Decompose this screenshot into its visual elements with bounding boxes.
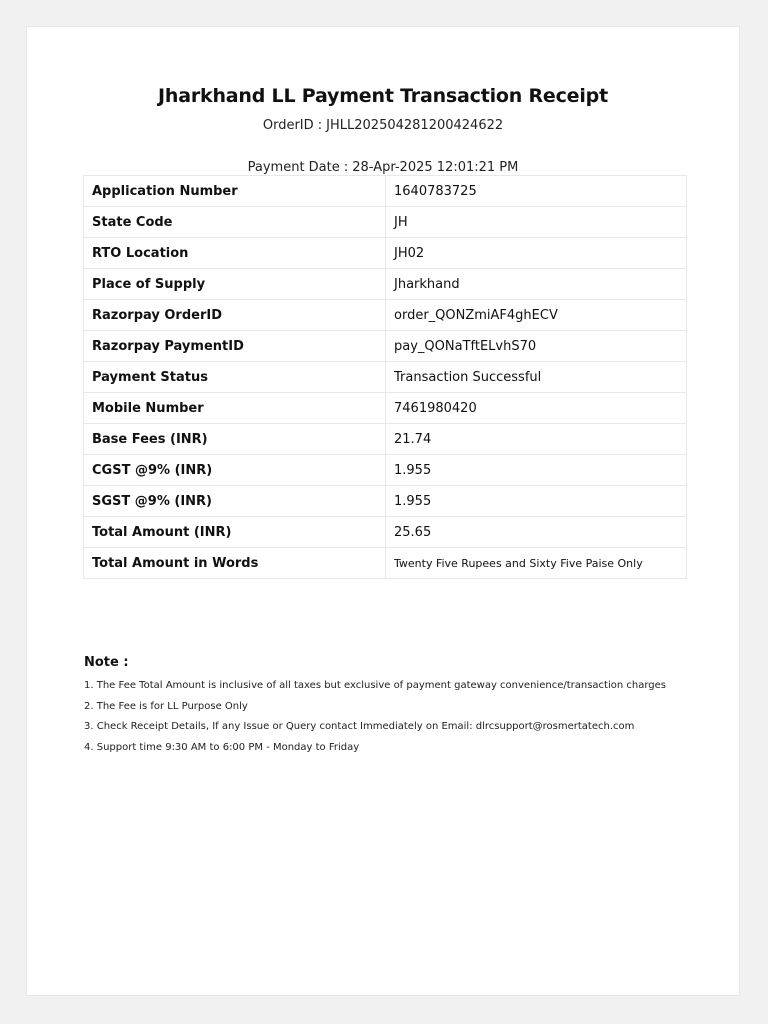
state-code-label: State Code xyxy=(84,207,386,238)
payment-status-value: Transaction Successful xyxy=(386,362,687,393)
notes-section xyxy=(84,655,724,758)
receipt-title: Jharkhand LL Payment Transaction Receipt xyxy=(158,85,608,107)
table-row xyxy=(84,269,687,300)
table-row xyxy=(84,548,687,579)
razorpay-payment-id-label: Razorpay PaymentID xyxy=(84,331,386,362)
table-row xyxy=(84,455,687,486)
place-of-supply-label: Place of Supply xyxy=(84,269,386,300)
receipt-page xyxy=(26,26,740,996)
table-row xyxy=(84,424,687,455)
state-code-value: JH xyxy=(386,207,687,238)
cgst-label: CGST @9% (INR) xyxy=(84,455,386,486)
table-row xyxy=(84,300,687,331)
total-amount-label: Total Amount (INR) xyxy=(84,517,386,548)
base-fees-label: Base Fees (INR) xyxy=(84,424,386,455)
application-number-value: 1640783725 xyxy=(386,176,687,207)
table-row xyxy=(84,486,687,517)
rto-location-label: RTO Location xyxy=(84,238,386,269)
table-row xyxy=(84,176,687,207)
base-fees-value: 21.74 xyxy=(386,424,687,455)
application-number-label: Application Number xyxy=(84,176,386,207)
note-item: 3. Check Receipt Details, If any Issue or Query contact Immediately on Email: dlrcsupport@rosmertatech.com xyxy=(84,721,635,732)
sgst-value: 1.955 xyxy=(386,486,687,517)
razorpay-order-id-label: Razorpay OrderID xyxy=(84,300,386,331)
razorpay-payment-id-value: pay_QONaTftELvhS70 xyxy=(386,331,687,362)
table-row xyxy=(84,207,687,238)
notes-heading: Note : xyxy=(84,655,129,670)
table-row xyxy=(84,331,687,362)
mobile-number-label: Mobile Number xyxy=(84,393,386,424)
order-id-label: OrderID : xyxy=(262,118,323,133)
sgst-label: SGST @9% (INR) xyxy=(84,486,386,517)
table-row xyxy=(84,362,687,393)
total-amount-words-value: Twenty Five Rupees and Sixty Five Paise Only xyxy=(386,548,687,579)
order-id-line xyxy=(27,118,739,133)
payment-date-label: Payment Date : xyxy=(247,160,349,175)
table-row xyxy=(84,517,687,548)
receipt-details-table xyxy=(83,175,687,579)
rto-location-value: JH02 xyxy=(386,238,687,269)
total-amount-value: 25.65 xyxy=(386,517,687,548)
payment-date-value: 28-Apr-2025 12:01:21 PM xyxy=(352,160,519,175)
note-item: 1. The Fee Total Amount is inclusive of all taxes but exclusive of payment gateway convenience/transaction charges xyxy=(84,680,666,691)
mobile-number-value: 7461980420 xyxy=(386,393,687,424)
note-item: 2. The Fee is for LL Purpose Only xyxy=(84,700,248,712)
table-row xyxy=(84,238,687,269)
note-item: 4. Support time 9:30 AM to 6:00 PM - Monday to Friday xyxy=(84,741,360,753)
place-of-supply-value: Jharkhand xyxy=(386,269,687,300)
table-row xyxy=(84,393,687,424)
razorpay-order-id-value: order_QONZmiAF4ghECV xyxy=(386,300,687,331)
cgst-value: 1.955 xyxy=(386,455,687,486)
payment-date-line xyxy=(27,160,739,175)
payment-status-label: Payment Status xyxy=(84,362,386,393)
total-amount-words-label: Total Amount in Words xyxy=(84,548,386,579)
order-id-value: JHLL202504281200424622 xyxy=(326,118,504,133)
